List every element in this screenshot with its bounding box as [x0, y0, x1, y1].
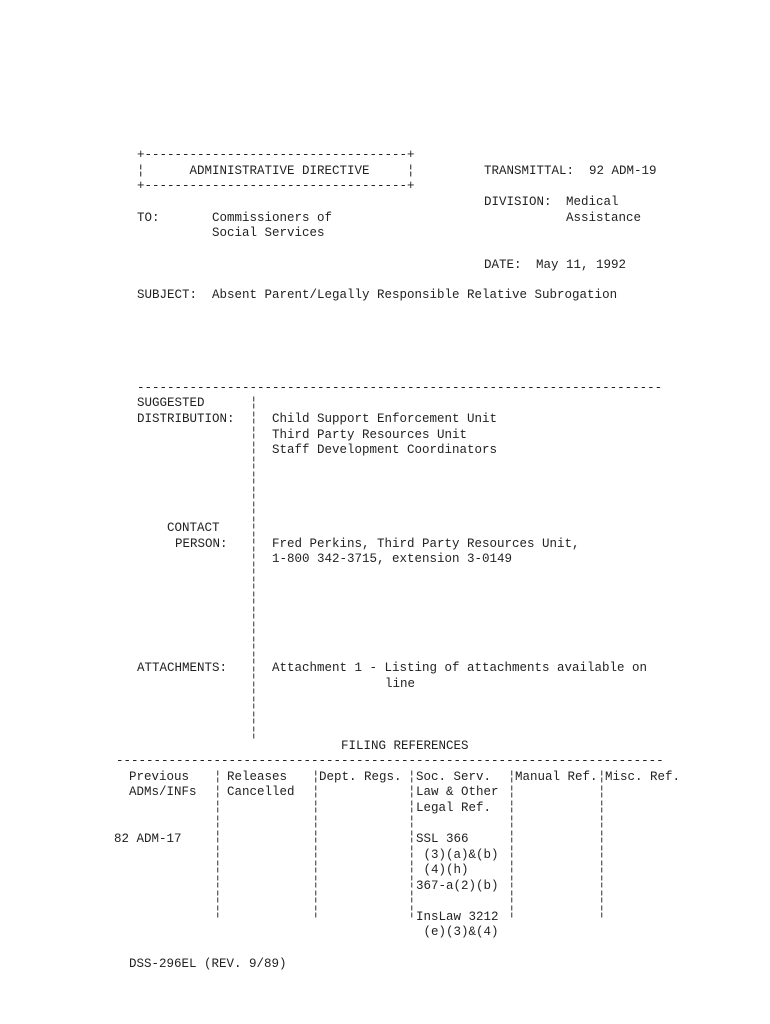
division-value-1: Medical: [566, 195, 619, 209]
division-label: DIVISION:: [484, 195, 552, 209]
distribution-item: Third Party Resources Unit: [272, 428, 468, 442]
col-soc-serv: Soc. Serv.: [416, 770, 492, 784]
division-value-2: Assistance: [566, 211, 642, 225]
distribution-label-1: SUGGESTED: [137, 396, 205, 410]
attachments-line-1: Attachment 1 - Listing of attachments available on: [272, 661, 648, 675]
header-box-bottom: +-----------------------------------+: [137, 179, 415, 193]
col-dept-regs: Dept. Regs.: [319, 770, 402, 784]
date-value: May 11, 1992: [536, 258, 627, 272]
transmittal-label: TRANSMITTAL:: [484, 164, 575, 178]
document-type-title: ¦ ADMINISTRATIVE DIRECTIVE ¦: [137, 164, 415, 178]
transmittal-value: 92 ADM-19: [589, 164, 657, 178]
col-soc-serv: Legal Ref.: [416, 801, 492, 815]
filing-divider: ¦ ¦ ¦ ¦ ¦ ¦ ¦ ¦ ¦ ¦: [508, 770, 516, 919]
filing-divider: ¦ ¦ ¦ ¦ ¦ ¦ ¦ ¦ ¦ ¦: [214, 770, 222, 919]
filing-rule: -------------------------------------------------------------------------: [116, 754, 664, 768]
subject-label: SUBJECT:: [137, 288, 198, 302]
col-misc-ref: Misc. Ref.: [605, 770, 681, 784]
form-id: DSS-296EL (REV. 9/89): [129, 957, 287, 971]
to-label: TO:: [137, 211, 160, 225]
soc-serv-value: (3)(a)&(b): [416, 848, 499, 862]
distribution-item: Child Support Enforcement Unit: [272, 412, 498, 426]
col-soc-serv: Law & Other: [416, 785, 499, 799]
date-label: DATE:: [484, 258, 522, 272]
distribution-item: Staff Development Coordinators: [272, 443, 498, 457]
soc-serv-value: (e)(3)&(4): [416, 925, 499, 939]
column-divider: ¦ ¦ ¦ ¦ ¦ ¦ ¦ ¦ ¦ ¦ ¦ ¦ ¦ ¦ ¦ ¦ ¦ ¦ ¦ ¦ ¦ ¦ ¦: [250, 396, 258, 740]
distribution-label-2: DISTRIBUTION:: [137, 412, 235, 426]
soc-serv-value: InsLaw 3212: [416, 910, 499, 924]
filing-divider: ¦ ¦ ¦ ¦ ¦ ¦ ¦ ¦ ¦ ¦: [598, 770, 606, 919]
filing-divider: ¦ ¦ ¦ ¦ ¦ ¦ ¦ ¦ ¦ ¦: [408, 770, 416, 919]
col-releases: Releases: [227, 770, 288, 784]
previous-value: 82 ADM-17: [114, 832, 182, 846]
subject-value: Absent Parent/Legally Responsible Relative Subrogation: [212, 288, 618, 302]
attachments-label: ATTACHMENTS:: [137, 661, 228, 675]
header-box-top: +-----------------------------------+: [137, 148, 415, 162]
col-previous: Previous: [129, 770, 190, 784]
attachments-line-2: line: [385, 677, 416, 691]
col-releases: Cancelled: [227, 785, 295, 799]
contact-line-1: Fred Perkins, Third Party Resources Unit,: [272, 537, 580, 551]
section-rule: ----------------------------------------------------------------------: [137, 381, 663, 395]
filing-references-title: FILING REFERENCES: [341, 739, 469, 753]
contact-label-1: CONTACT: [167, 521, 220, 535]
col-previous: ADMs/INFs: [129, 785, 197, 799]
to-line-1: Commissioners of: [212, 211, 333, 225]
soc-serv-value: (4)(h): [416, 863, 469, 877]
soc-serv-value: SSL 366: [416, 832, 469, 846]
contact-label-2: PERSON:: [175, 537, 228, 551]
contact-line-2: 1-800 342-3715, extension 3-0149: [272, 552, 513, 566]
filing-divider: ¦ ¦ ¦ ¦ ¦ ¦ ¦ ¦ ¦ ¦: [312, 770, 320, 919]
col-manual-ref: Manual Ref.: [515, 770, 598, 784]
soc-serv-value: 367-a(2)(b): [416, 879, 499, 893]
to-line-2: Social Services: [212, 226, 325, 240]
